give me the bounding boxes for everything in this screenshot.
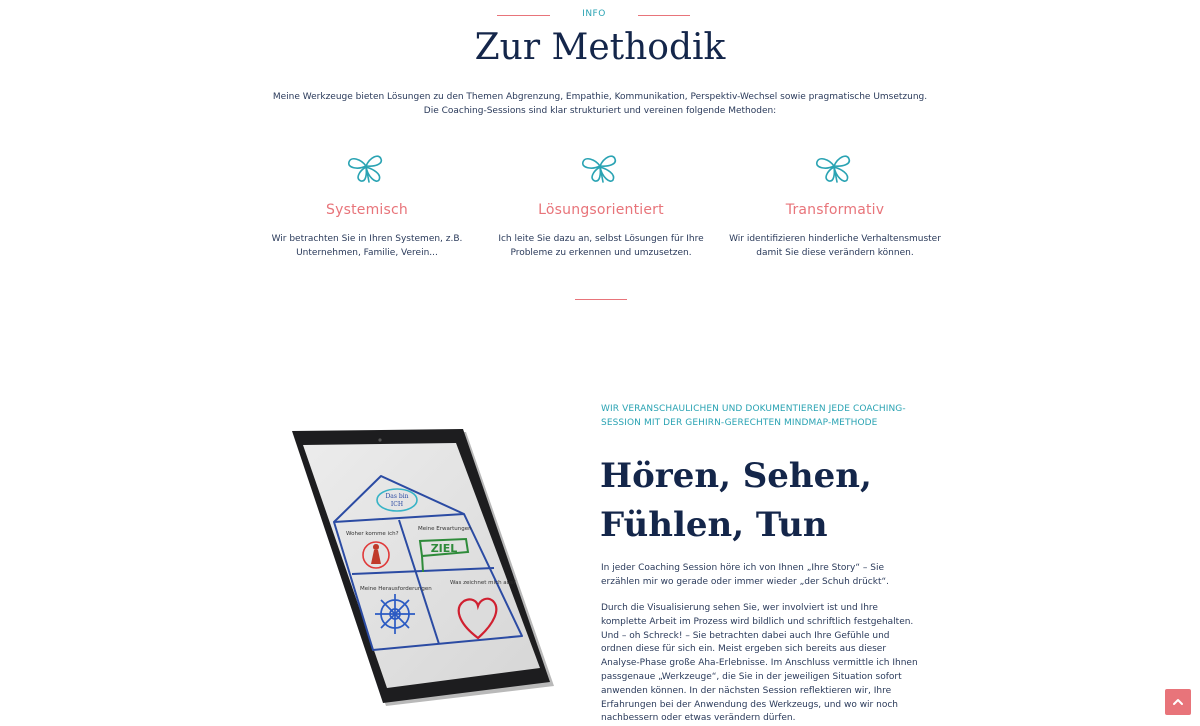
feature-text	[484, 232, 718, 260]
feature-text-line-1: Wir identifizieren hinderliche Verhaltensmuster	[729, 234, 941, 244]
page-title: Zur Methodik	[474, 27, 726, 68]
feature-text-line-2: Unternehmen, Familie, Verein...	[296, 248, 438, 258]
feature-title: Systemisch	[326, 202, 408, 218]
eyebrow-line-right	[638, 15, 690, 16]
ship-wheel-icon	[375, 594, 415, 634]
feature-systemisch	[250, 150, 484, 260]
feature-title: Transformativ	[785, 202, 885, 218]
feature-text-line-1: Ich leite Sie dazu an, selbst Lösungen für Ihre	[498, 234, 704, 244]
section-title	[600, 452, 980, 550]
feature-transformativ	[718, 150, 952, 260]
feature-loesungsorientiert	[484, 150, 718, 260]
intro-line-2: Die Coaching-Sessions sind klar strukturiert und vereinen folgende Methoden:	[423, 106, 777, 116]
butterfly-icon	[814, 150, 856, 186]
feature-title: Lösungsorientiert	[538, 202, 664, 218]
intro-text	[250, 90, 950, 118]
feature-text	[718, 232, 952, 260]
cell-label-origin: Woher komme ich?	[346, 531, 399, 537]
feature-text-line-2: Probleme zu erkennen und umzusetzen.	[510, 248, 692, 258]
feature-text	[250, 232, 484, 260]
paragraph-hoeren: In jeder Coaching Session höre ich von Ihnen „Ihre Story“ – Sie erzählen mir wo gerade oder immer wieder „der Schuh drückt“.	[601, 563, 890, 587]
section-title-line-1: Hören, Sehen,	[600, 456, 872, 496]
roof-label-1: Das bin	[385, 493, 409, 500]
chevron-up-icon	[1165, 689, 1191, 715]
goal-flag-text: ZIEL	[430, 542, 458, 555]
feature-text-line-2: damit Sie diese verändern können.	[756, 248, 914, 258]
eyebrow-line-left	[497, 15, 550, 16]
butterfly-icon	[346, 150, 388, 186]
roof-label-2: ICH	[390, 501, 404, 508]
tablet-mindmap-image	[288, 428, 558, 708]
cell-label-challenges: Meine Herausforderungen	[360, 586, 432, 592]
section-kicker: WIR VERANSCHAULICHEN UND DOKUMENTIEREN JEDE COACHING-SESSION MIT DER GEHIRN-GERECHTEN MINDMAP-METHODE	[601, 404, 906, 428]
scroll-to-top-button[interactable]	[1165, 689, 1191, 715]
intro-line-1: Meine Werkzeuge bieten Lösungen zu den Themen Abgrenzung, Empathie, Kommunikation, Perspektiv-Wechsel sowie pragmatische Umsetzung.	[272, 92, 928, 102]
eyebrow-label: INFO	[582, 9, 606, 19]
feature-text-line-1: Wir betrachten Sie in Ihren Systemen, z.B.	[271, 234, 463, 244]
butterfly-icon	[580, 150, 622, 186]
section-eyebrow	[0, 9, 1200, 23]
cell-label-strengths: Was zeichnet mich aus?	[450, 580, 516, 586]
cell-label-expectations: Meine Erwartungen	[418, 526, 472, 532]
paragraph-visualisierung: Durch die Visualisierung sehen Sie, wer involviert ist und Ihre komplette Arbeit im Prozess wird bildlich und schriftlich festgehalten. Und – oh Schreck! – Sie betrachten dabei auch Ihre Gefühle und ordnen diese für sich ein. Meist ergeben sich bereits aus dieser Analyse-Phase große Aha-Erlebnisse. Im Anschluss vermittle ich Ihnen passgenaue „Werkzeuge“, die Sie in der jeweiligen Situation sofort anwenden können. In der nächsten Session reflektieren wir, Ihre Erfahrungen bei der Anwendung des Werkzeugs, und wo wir noch nachbessern oder etwas verändern dürfen.	[601, 603, 918, 724]
section-title-line-2: Fühlen, Tun	[600, 505, 828, 545]
section-divider	[575, 299, 627, 300]
camera-dot	[378, 438, 381, 441]
